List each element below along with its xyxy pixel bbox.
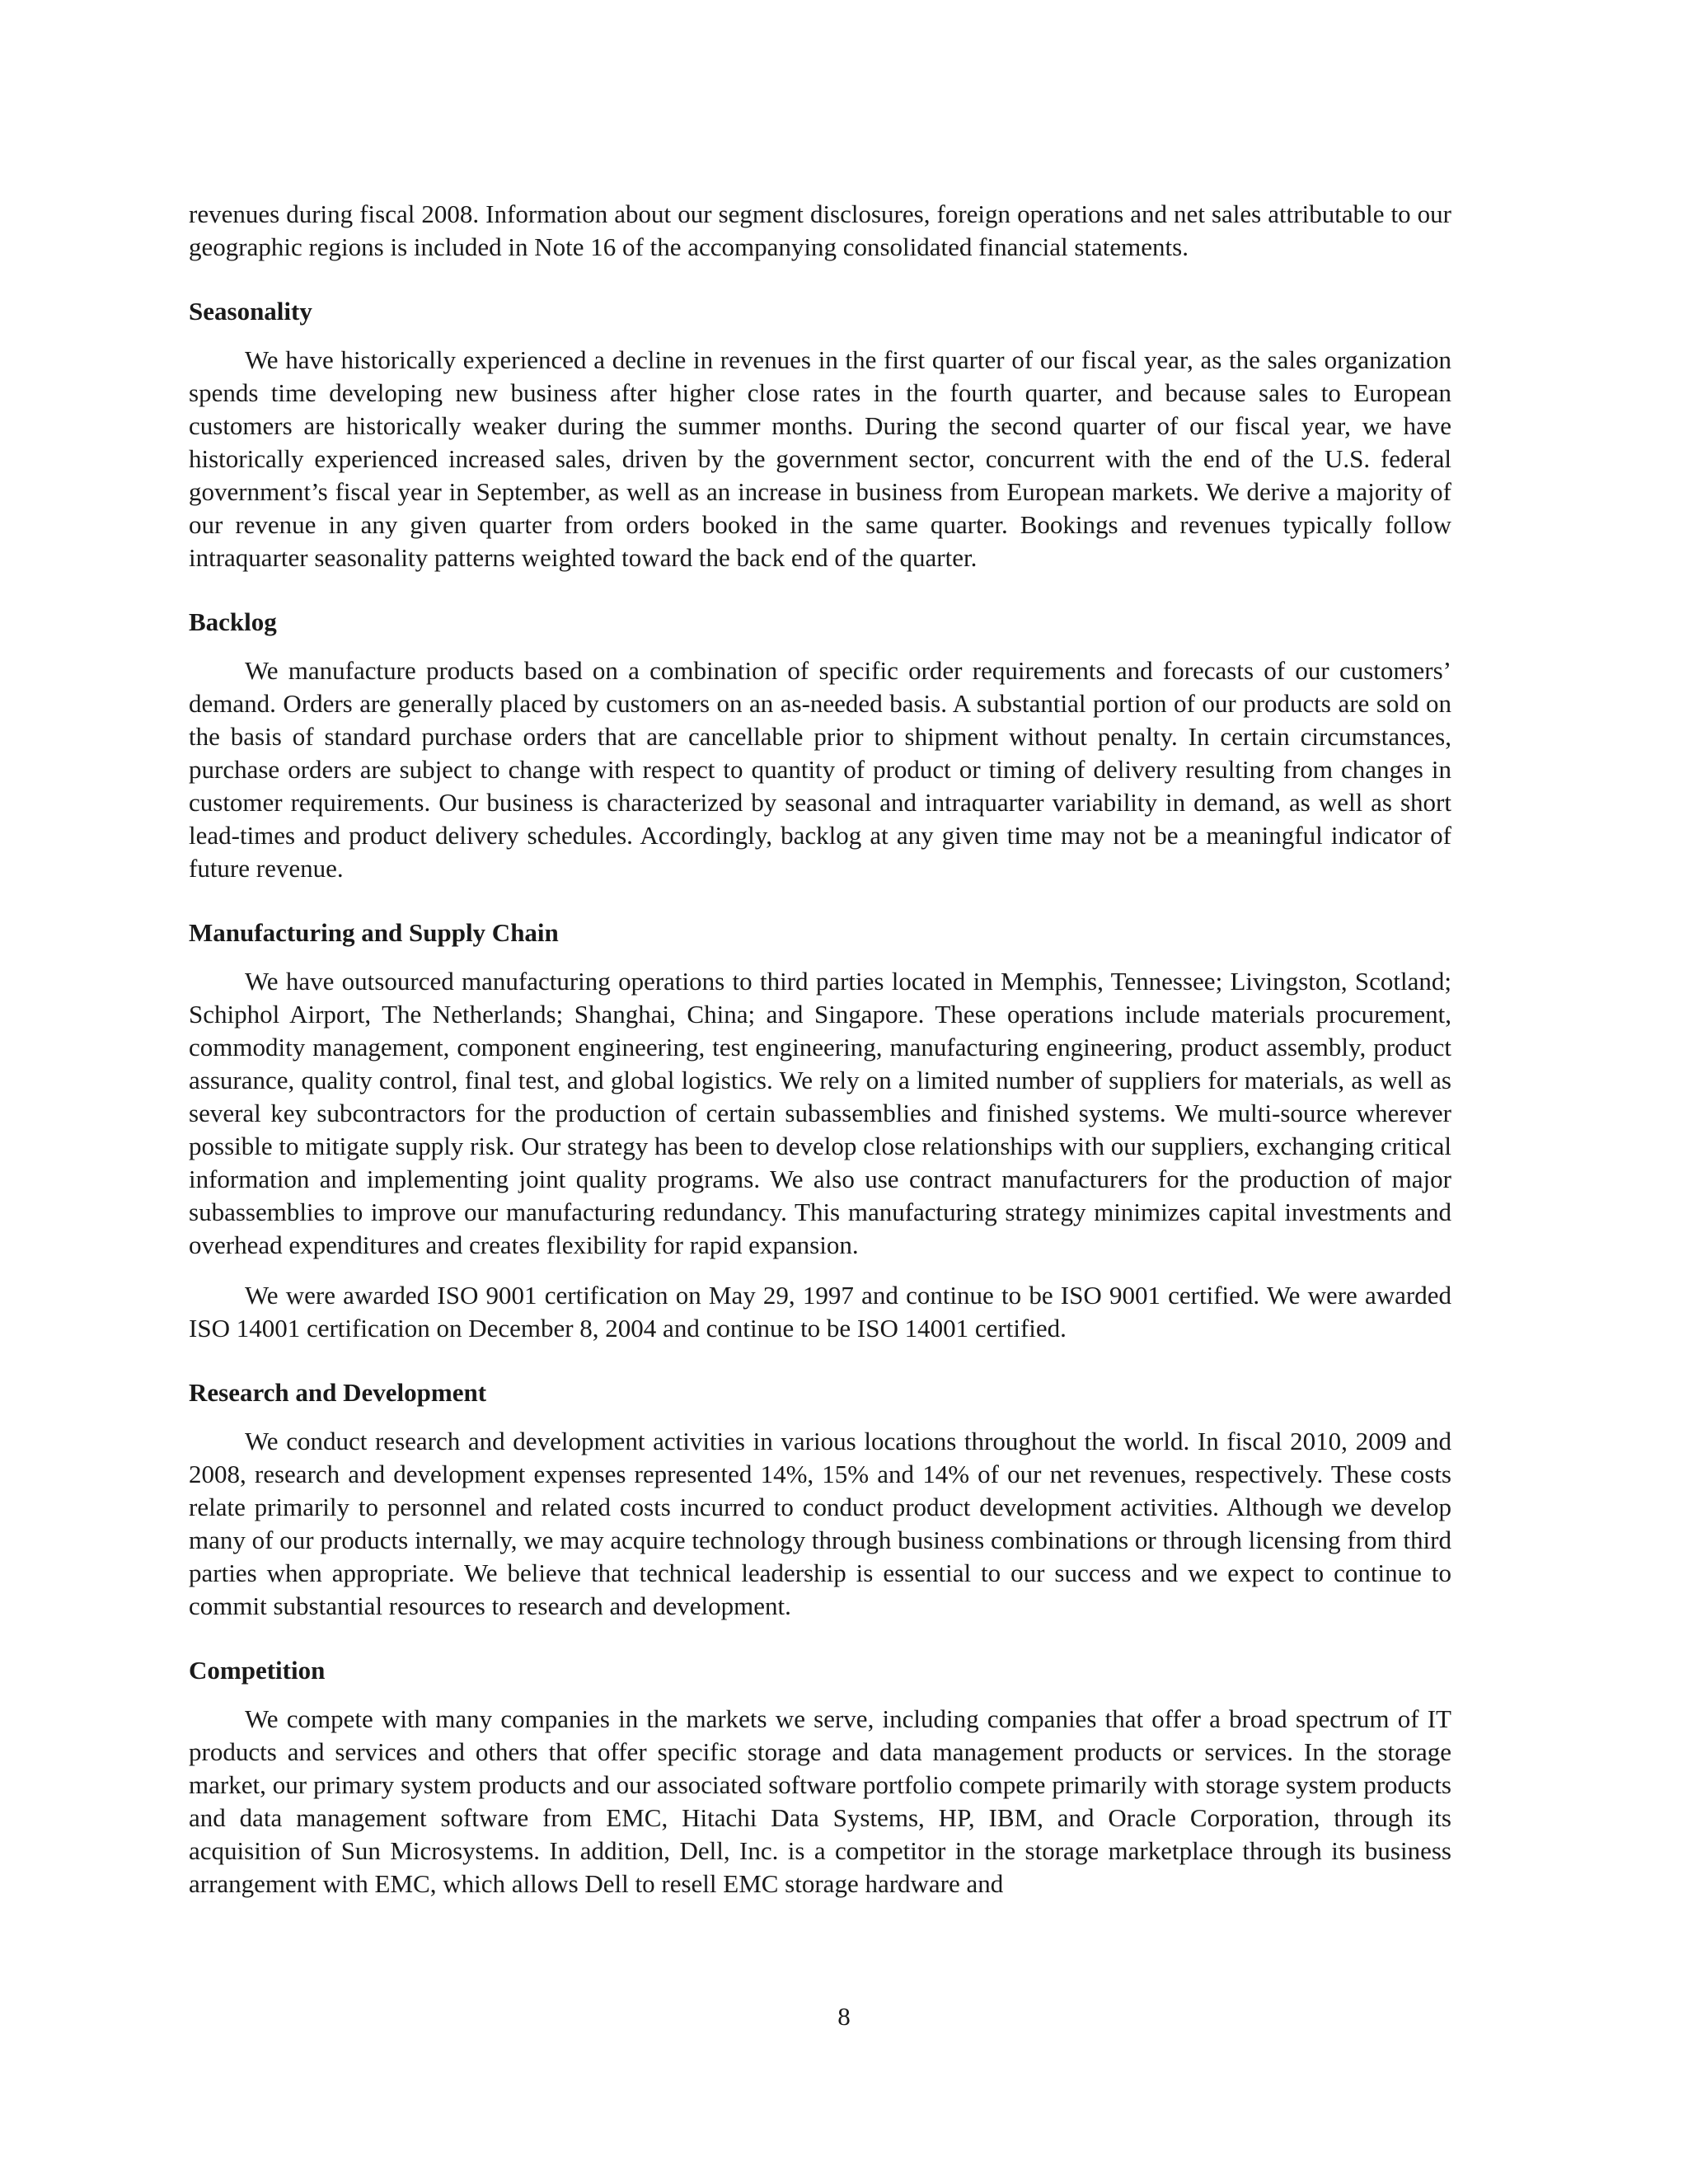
research-paragraph: We conduct research and development activities in various locations throughout the world. In fiscal 2010, 2009 and 2008, research and development expenses represented 14%, 15% and 14% of our net revenues, respectively. These costs relate primarily to personnel and related costs incurred to conduct product development activities. Although we develop many of our products internally, we may acquire technology through business combinations or through licensing from third parties when appropriate. We believe that technical leadership is essential to our success and we expect to continue to commit substantial resources to research and development. [189,1427,1451,1620]
intro-paragraph: revenues during fiscal 2008. Information about our segment disclosures, foreign operations and net sales attributable to our geographic regions is included in Note 16 of the accompanying consolidated financial statements. [189,199,1451,261]
heading-competition: Competition [189,1656,326,1685]
heading-backlog: Backlog [189,607,277,636]
competition-paragraph: We compete with many companies in the markets we serve, including companies that offer a broad spectrum of IT products and services and others that offer specific storage and data management products or services. In the storage market, our primary system products and our associated software portfolio compete primarily with storage system products and data management software from EMC, Hitachi Data Systems, HP, IBM, and Oracle Corporation, through its acquisition of Sun Microsystems. In addition, Dell, Inc. is a competitor in the storage marketplace through its business arrangement with EMC, which allows Dell to resell EMC storage hardware and [189,1704,1451,1898]
manufacturing-paragraph-2: We were awarded ISO 9001 certification on May 29, 1997 and continue to be ISO 9001 certified. We were awarded ISO 14001 certification on December 8, 2004 and continue to be ISO 14001 certified. [189,1281,1451,1343]
backlog-paragraph: We manufacture products based on a combination of specific order requirements and forecasts of our customers’ demand. Orders are generally placed by customers on an as-needed basis. A substantial portion of our products are sold on the basis of standard purchase orders that are cancellable prior to shipment without penalty. In certain circumstances, purchase orders are subject to change with respect to quantity of product or timing of delivery resulting from changes in customer requirements. Our business is characterized by seasonal and intraquarter variability in demand, as well as short lead-times and product delivery schedules. Accordingly, backlog at any given time may not be a meaningful indicator of future revenue. [189,656,1451,883]
heading-manufacturing: Manufacturing and Supply Chain [189,918,559,947]
manufacturing-paragraph-1: We have outsourced manufacturing operations to third parties located in Memphis, Tennessee; Livingston, Scotland; Schiphol Airport, The Netherlands; Shanghai, China; and Singapore. These operations include materials procurement, commodity management, component engineering, test engineering, manufacturing engineering, product assembly, product assurance, quality control, final test, and global logistics. We rely on a limited number of suppliers for materials, as well as several key subcontractors for the production of certain subassemblies and finished systems. We multi-source wherever possible to mitigate supply risk. Our strategy has been to develop close relationships with our suppliers, exchanging critical information and implementing joint quality programs. We also use contract manufacturers for the production of major subassemblies to improve our manufacturing redundancy. This manufacturing strategy minimizes capital investments and overhead expenditures and creates flexibility for rapid expansion. [189,967,1451,1259]
seasonality-paragraph: We have historically experienced a decline in revenues in the first quarter of our fiscal year, as the sales organization spends time developing new business after higher close rates in the fourth quarter, and because sales to European customers are historically weaker during the summer months. During the second quarter of our fiscal year, we have historically experienced increased sales, driven by the government sector, concurrent with the end of the U.S. federal government’s fiscal year in September, as well as an increase in business from European markets. We derive a majority of our revenue in any given quarter from orders booked in the same quarter. Bookings and revenues typically follow intraquarter seasonality patterns weighted toward the back end of the quarter. [189,345,1451,572]
heading-research: Research and Development [189,1378,487,1407]
heading-seasonality: Seasonality [189,297,312,326]
page-number: 8 [837,2002,851,2031]
document-page [189,198,1451,1900]
